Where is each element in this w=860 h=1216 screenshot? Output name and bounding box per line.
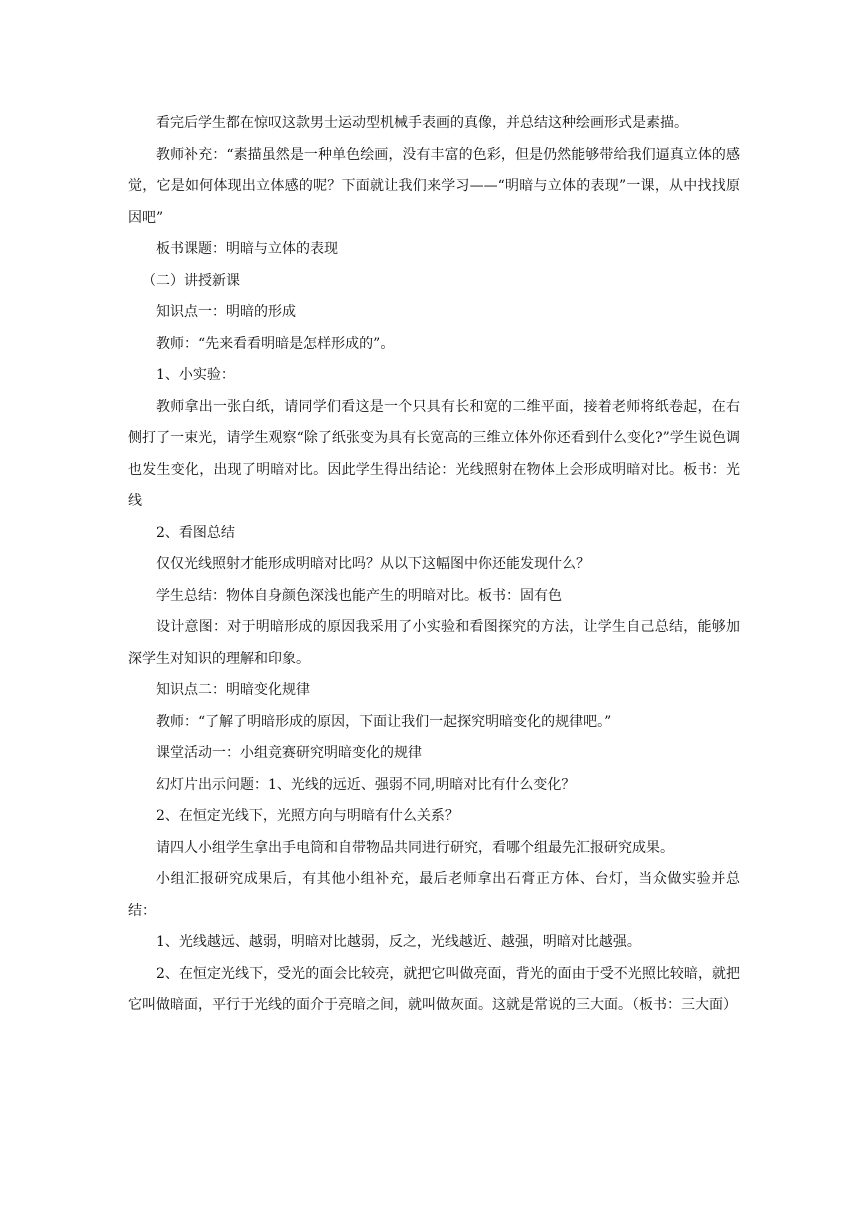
paragraph-slide-question-2: 2、在恒定光线下，光照方向与明暗有什么关系？ [156,808,459,824]
paragraph-teacher-supplement: 教师补充：“素描虽然是一种单色绘画，没有丰富的色彩，但是仍然能够带给我们逼真立体的感觉，它是如何体现出立体感的呢？下面就让我们来学习——“明暗与立体的表现”一课，从中找找原因吧” [128,146,740,226]
paragraph-question: 仅仅光线照射才能形成明暗对比吗？从以下这幅图中你还能发现什么？ [156,556,590,572]
list-item-small-experiment: 1、小实验： [156,367,235,383]
section-heading-new-lesson: （二）讲授新课 [142,272,240,289]
paragraph-slide-question-1: 幻灯片出示问题：1、光线的远近、强弱不同,明暗对比有什么变化？ [156,776,576,793]
paragraph-experiment-description: 教师拿出一张白纸，请同学们看这是一个只具有长和宽的二维平面，接着老师将纸卷起，在右侧打了一束光，请学生观察“除了纸张变为具有长宽高的三维立体外你还看到什么变化?”学生说色调也发生变化，出现了明暗对比。因此学生得出结论：光线照射在物体上会形成明暗对比。板书：光线 [128,398,740,509]
knowledge-point-1-heading: 知识点一：明暗的形成 [156,304,296,320]
document-body [128,108,740,1022]
paragraph-teacher-intro-1: 教师：“先来看看明暗是怎样形成的”。 [156,335,395,352]
paragraph-intro-summary: 看完后学生都在惊叹这款男士运动型机械手表画的真像，并总结这种绘画形式是素描。 [156,115,688,131]
knowledge-point-2-heading: 知识点二：明暗变化规律 [156,682,310,698]
paragraph-design-intent: 设计意图：对于明暗形成的原因我采用了小实验和看图探究的方法，让学生自己总结，能够加深学生对知识的理解和印象。 [128,619,740,667]
paragraph-board-title: 板书课题：明暗与立体的表现 [156,241,338,257]
paragraph-group-research: 请四人小组学生拿出手电筒和自带物品共同进行研究，看哪个组最先汇报研究成果。 [156,839,674,856]
paragraph-teacher-intro-2: 教师：“了解了明暗形成的原因，下面让我们一起探究明暗变化的规律吧。” [156,713,612,730]
paragraph-group-report: 小组汇报研究成果后，有其他小组补充，最后老师拿出石膏正方体、台灯，当众做实验并总结： [128,871,740,919]
list-item-image-summary: 2、看图总结 [156,524,235,541]
paragraph-student-summary: 学生总结：物体自身颜色深浅也能产生的明暗对比。板书：固有色 [156,587,562,604]
paragraph-conclusion-1: 1、光线越远、越弱，明暗对比越弱，反之，光线越近、越强，明暗对比越强。 [156,934,641,950]
paragraph-conclusion-2: 2、在恒定光线下，受光的面会比较亮，就把它叫做亮面，背光的面由于受不光照比较暗，就把它叫做暗面，平行于光线的面介于亮暗之间，就叫做灰面。这就是常说的三大面。（板书：三大面） [128,965,740,1013]
paragraph-class-activity: 课堂活动一：小组竞赛研究明暗变化的规律 [156,745,422,761]
